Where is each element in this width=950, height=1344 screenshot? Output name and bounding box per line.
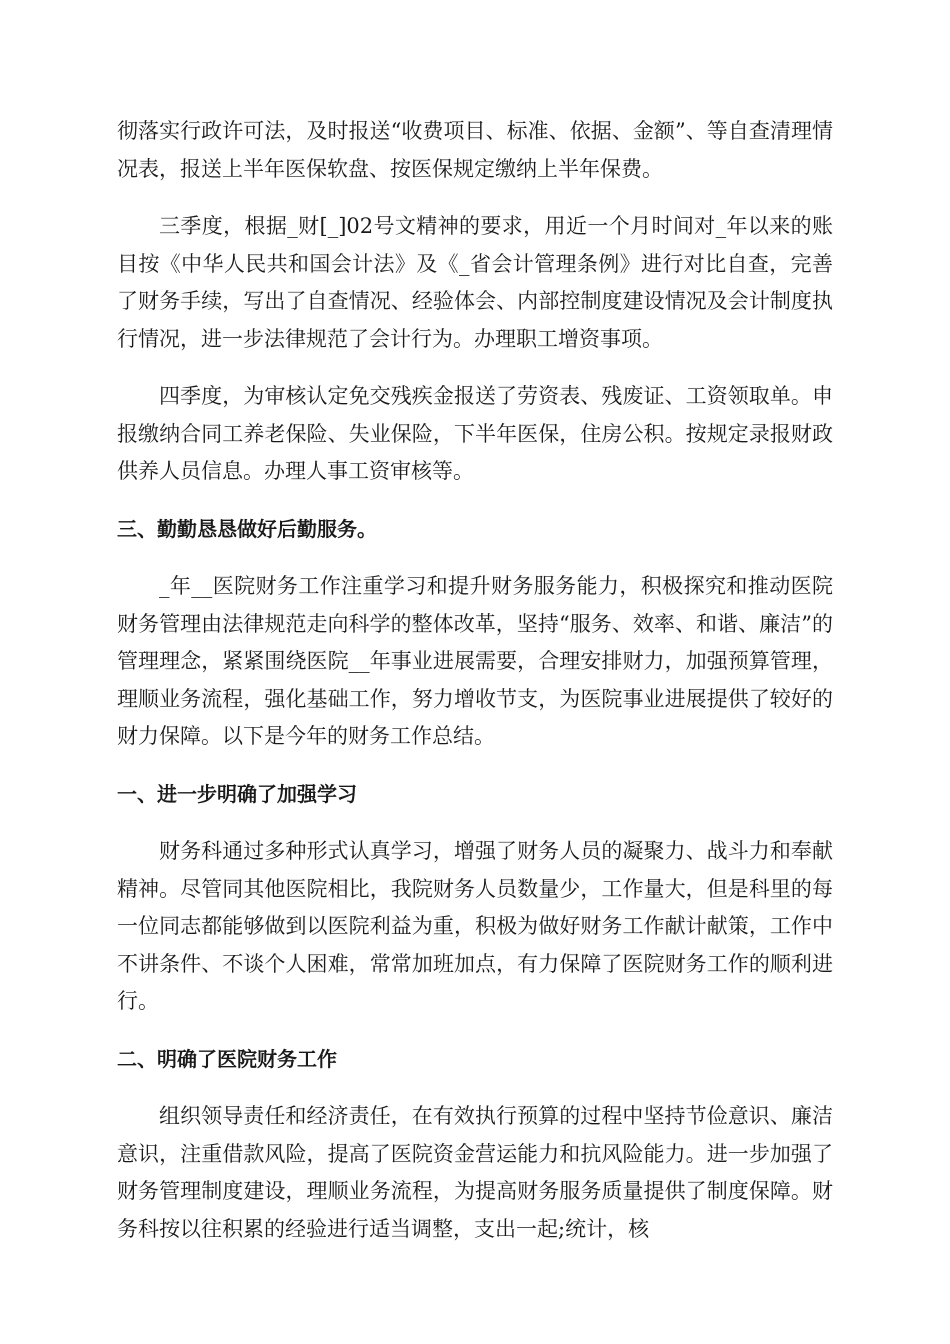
section-heading-finance-work: 二、明确了医院财务工作 [117,1046,337,1071]
paragraph-learning: 财务科通过多种形式认真学习，增强了财务人员的凝聚力、战斗力和奉献精神。尽管同其他医院相比，我院财务人员数量少，工作量大，但是科里的每一位同志都能够做到以医院利益为重，积极为做好财务工作献计献策，工作中不讲条件、不谈个人困难，常常加班加点，有力保障了医院财务工作的顺利进行。 [117,839,833,1013]
section-heading-learning: 一、进一步明确了加强学习 [117,781,357,806]
paragraph-q3: 三季度，根据_财[_]02号文精神的要求，用近一个月时间对_年以来的账目按《中华人民共和国会计法》及《_省会计管理条例》进行对比自查，完善了财务手续，写出了自查情况、经验体会、内部控制度建设情况及会计制度执行情况，进一步法律规范了会计行为。办理职工增资事项。 [117,214,833,351]
paragraph-q4: 四季度，为审核认定免交残疾金报送了劳资表、残废证、工资领取单。申报缴纳合同工养老保险、失业保险，下半年医保，住房公积。按规定录报财政供养人员信息。办理人事工资审核等。 [117,384,833,483]
paragraph-finance-work: 组织领导责任和经济责任，在有效执行预算的过程中坚持节俭意识、廉洁意识，注重借款风险，提高了医院资金营运能力和抗风险能力。进一步加强了财务管理制度建设，理顺业务流程，为提高财务服务质量提供了制度保障。财务科按以往积累的经验进行适当调整，支出一起;统计，核 [117,1104,833,1241]
section-heading-logistics: 三、勤勤恳恳做好后勤服务。 [117,516,377,541]
document-body [117,113,833,1268]
paragraph-summary-intro: _年__医院财务工作注重学习和提升财务服务能力，积极探究和推动医院财务管理由法律规范走向科学的整体改革，坚持“服务、效率、和谐、廉洁”的管理理念，紧紧围绕医院__年事业进展需要，合理安排财力，加强预算管理，理顺业务流程，强化基础工作，努力增收节支，为医院事业进展提供了较好的财力保障。以下是今年的财务工作总结。 [117,574,833,748]
paragraph-continuation: 彻落实行政许可法，及时报送“收费项目、标准、依据、金额”、等自查清理情况表，报送上半年医保软盘、按医保规定缴纳上半年保费。 [117,119,833,181]
